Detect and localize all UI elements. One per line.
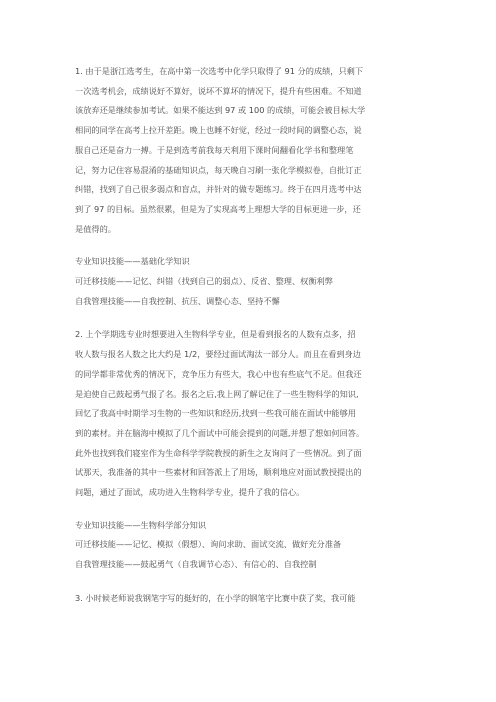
paragraph-line: 的同学都非常优秀的情况下，竞争压力有些大，我心中也有些底气不足。但我还: [75, 368, 362, 379]
skill-professional: 专业知识技能——基础化学知识: [75, 256, 190, 267]
paragraph-line: 是值得的。: [75, 223, 116, 234]
paragraph-line: 3. 小时候老师说我钢笔字写的挺好的，在小学的钢笔字比赛中获了奖，我可能: [75, 592, 356, 603]
skill-self-management: 自我管理技能——自我控制、抗压、调整心态、坚持不懈: [75, 295, 280, 306]
paragraph-3: [75, 589, 425, 609]
paragraph-line: 2. 上个学期选专业时想要进入生物科学专业，但是看到报名的人数有点多，招: [75, 329, 356, 340]
paragraph-line: 相同的同学在高考上拉开差距。晚上也睡不好觉，经过一段时间的调整心态，说: [75, 125, 362, 136]
paragraph-line: 记，努力记住容易混淆的基础知识点，每天晚自习刷一张化学模拟卷，自批订正: [75, 164, 362, 175]
paragraph-line: 纠错，找到了自己很多弱点和盲点，并针对的做专题练习。终于在四月选考中达: [75, 184, 362, 195]
skill-transferable: 可迁移技能——记忆、纠错（找到自己的弱点）、反省、整理、权衡利弊: [75, 276, 333, 287]
paragraph-line: 一次选考机会，成绩说好不算好，说坏不算坏的情况下，提升有些困难。不知道: [75, 85, 362, 96]
paragraph-line: 此外也找到我们寝室作为生命科学学院教授的新生之友询问了一些情况。到了面: [75, 447, 362, 458]
skill-self-management: 自我管理技能——鼓起勇气（自我调节心态）、有信心的、自我控制: [75, 559, 317, 570]
paragraph-line: 到的素材。并在脑海中模拟了几个面试中可能会提到的问题,并想了想如何回答。: [75, 427, 365, 438]
paragraph-1: [75, 62, 425, 239]
paragraph-line: 收人数与报名人数之比大约是 1/2，要经过面试淘汰一部分人。而且在看到身边: [75, 349, 361, 360]
paragraph-line: 试那天，我准备的其中一些素材和回答派上了用场，顺利地应对面试教授提出的: [75, 467, 362, 478]
paragraph-line: 是迫使自己鼓起勇气报了名。报名之后,我上网了解记住了一些生物科学的知识,: [75, 388, 359, 399]
skill-transferable: 可迁移技能——记忆、模拟（假想）、询问求助、面试交流、做好充分准备: [75, 539, 342, 550]
paragraph-line: 问题，通过了面试，成功进入生物科学专业，提升了我的信心。: [75, 487, 305, 498]
paragraph-line: 服自己还是奋力一搏。于是到选考前我每天利用下课时间翻看化学书和整理笔: [75, 144, 354, 155]
skills-list-2: [75, 516, 425, 575]
paragraph-line: 到了 97 的目标。虽然很累，但是为了实现高考上理想大学的目标更进一步，还: [75, 203, 361, 214]
skill-professional: 专业知识技能——生物科学部分知识: [75, 519, 207, 530]
paragraph-line: 1. 由于是浙江选考生，在高中第一次选考中化学只取得了 91 分的成绩，只剩下: [75, 66, 364, 76]
paragraph-line: 回忆了我高中时期学习生物的一些知识和经历,找到一些我可能在面试中能够用: [75, 408, 356, 419]
document-page: [75, 62, 425, 609]
paragraph-2: [75, 325, 425, 502]
skills-list-1: [75, 252, 425, 311]
paragraph-line: 该放弃还是继续参加考试。如果不能达到 97 或 100 的成绩，可能会被目标大学: [75, 105, 366, 116]
